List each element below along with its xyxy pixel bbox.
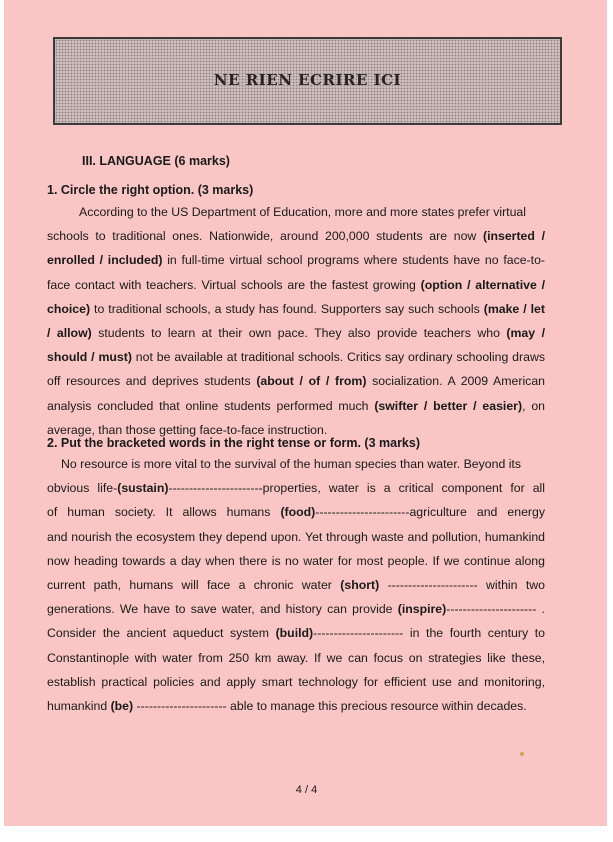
line-text: No resource is more vital to the survival of the human species than water. Beyond its [61,457,521,471]
bracketed-option: (build) [275,626,314,641]
paragraph-line [47,394,545,418]
line-text: in full-time virtual school programs where students have no face-to- [162,253,545,268]
question-2-title: 2. Put the bracketed words in the right tense or form. (3 marks) [47,436,420,450]
paragraph-line [47,248,545,272]
question-1-title: 1. Circle the right option. (3 marks) [47,183,254,197]
line-text: ---------------------- within two [379,577,545,592]
paragraph-line [47,476,545,500]
line-text: obvious life- [47,481,118,496]
paragraph-line [47,345,545,369]
bracketed-option: (short) [340,577,380,592]
line-text: generations. We have to save water, and history can provide [47,602,398,617]
bracketed-option: (option / alternative / [420,277,545,292]
paragraph-line [47,321,545,345]
line-text: analysis concluded that online students performed much [47,398,375,413]
bracketed-option: (make / let [483,301,545,316]
line-text: ---------------------- able to manage this precious resource within decades. [133,698,527,713]
paragraph-line [47,297,545,321]
bracketed-option: (may / [506,325,545,340]
line-text: average, than those getting face-to-face instruction. [47,422,328,437]
line-text: schools to traditional ones. Nationwide, around 200,000 students are now [47,229,483,244]
paragraph-line [47,200,545,224]
paragraph-line [47,452,545,476]
page-number: 4 / 4 [295,784,318,796]
paragraph-line [47,369,545,393]
bracketed-option: (swifter / better / easier) [374,398,523,413]
bracketed-option: (sustain) [117,481,169,496]
line-text: humankind [47,698,111,713]
paragraph-line [47,621,545,645]
line-text: to traditional schools, a study has found. Supporters say such schools [90,301,484,316]
bracketed-option: (inserted / [482,229,545,244]
ink-dot [520,752,524,756]
line-text: ---------------------- in the fourth century to [313,626,545,641]
question-1-paragraph [47,200,545,442]
section-title: III. LANGUAGE (6 marks) [82,154,230,168]
paragraph-line [47,500,545,524]
line-text: Constantinople with water from 250 km away. If we can focus on strategies like these, [47,650,545,665]
line-text: -----------------------properties, water is a critical component for all [168,481,545,496]
line-text: of human society. It allows humans [47,505,281,520]
line-text: off resources and deprives students [47,374,257,389]
line-text: students to learn at their own pace. They also provide teachers who [91,325,507,340]
line-text: now heading towards a day when there is no water for most people. If we continue along [47,553,545,568]
line-text: not be available at traditional schools. Critics say ordinary schooling draws [131,350,545,365]
paragraph-line [47,549,545,573]
line-text: According to the US Department of Education, more and more states prefer virtual [79,205,527,219]
bracketed-option: enrolled / included) [47,253,163,268]
line-text: -----------------------agriculture and energy [315,505,545,520]
paragraph-line [47,694,545,718]
do-not-write-label: NE RIEN ECRIRE ICI [213,71,402,89]
paragraph-line [47,525,545,549]
bracketed-option: choice) [47,301,91,316]
bracketed-option: should / must) [47,350,132,365]
line-text: ---------------------- . [446,602,545,617]
paragraph-line [47,597,545,621]
paragraph-line [47,573,545,597]
line-text: and nourish the ecosystem they depend upon. Yet through waste and pollution, humankind [47,529,545,544]
bracketed-option: (about / of / from) [256,374,367,389]
line-text: , on [522,398,545,413]
bracketed-option: (food) [280,505,316,520]
line-text: establish practical policies and apply smart technology for efficient use and monitoring, [47,674,545,689]
paragraph-line [47,224,545,248]
question-2-paragraph [47,452,545,718]
bracketed-option: (inspire) [397,602,447,617]
bracketed-option: (be) [110,698,134,713]
bracketed-option: / allow) [47,325,92,340]
paragraph-line [47,670,545,694]
exam-page [4,0,607,826]
line-text: Consider the ancient aqueduct system [47,626,276,641]
line-text: current path, humans will face a chronic water [47,577,341,592]
paragraph-line [47,273,545,297]
do-not-write-box [53,37,562,125]
line-text: face contact with teachers. Virtual schools are the fastest growing [47,277,421,292]
line-text: socialization. A 2009 American [366,374,545,389]
paragraph-line [47,646,545,670]
